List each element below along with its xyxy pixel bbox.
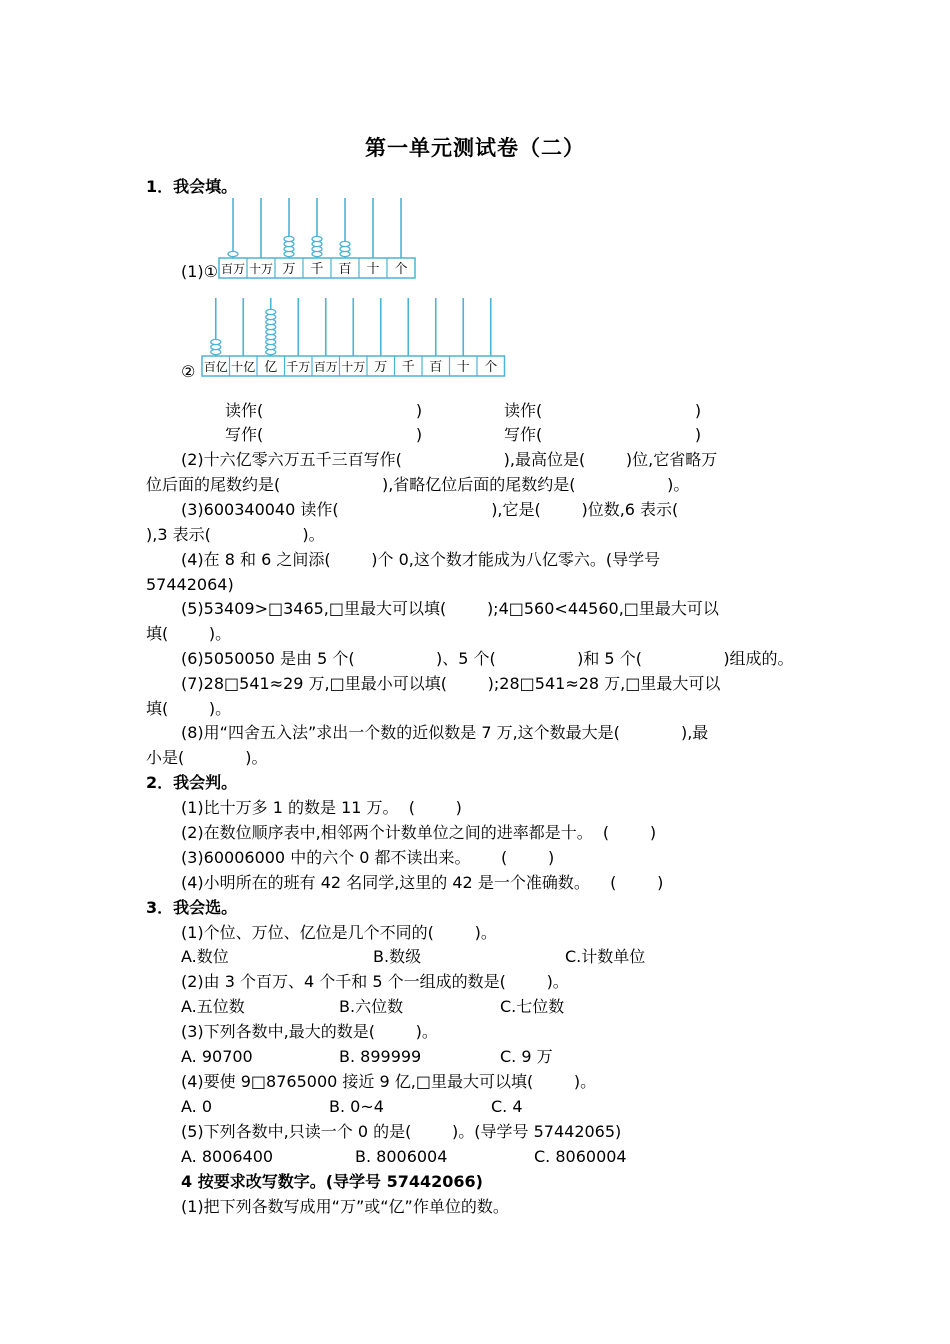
- choose-3: (3)下列各数中,最大的数是( )。: [181, 1022, 438, 1041]
- abacus-place-label: 千: [310, 262, 324, 277]
- choose-5: (5)下列各数中,只读一个 0 的是( )。(导学号 57442065): [181, 1122, 622, 1141]
- choose-2-option-b: B.六位数: [339, 997, 404, 1016]
- abacus-place-label: 万: [282, 262, 296, 277]
- abacus-place-label: 百万: [313, 360, 338, 374]
- choose-5-option-b: B. 8006004: [355, 1147, 448, 1166]
- judge-2: (2)在数位顺序表中,相邻两个计数单位之间的进率都是十。 ( ): [181, 823, 657, 842]
- abacus-bead: [211, 339, 221, 344]
- abacus-place-label: 千万: [286, 360, 311, 374]
- choose-3-option-b: B. 899999: [339, 1047, 422, 1066]
- abacus-bead: [228, 251, 238, 256]
- write-right: 写作( ): [504, 425, 702, 444]
- fill-q5-line2: 填( )。: [146, 624, 232, 643]
- abacus-2: [198, 296, 506, 380]
- choose-4-option-b: B. 0~4: [329, 1097, 384, 1116]
- choose-2-option-c: C.七位数: [500, 997, 565, 1016]
- abacus-place-label: 十亿: [231, 360, 256, 374]
- abacus-place-label: 十: [456, 360, 470, 375]
- fill-q7-line2: 填( )。: [146, 699, 232, 718]
- abacus-bead: [340, 241, 350, 246]
- section-4-heading: 4 按要求改写数字。(导学号 57442066): [181, 1172, 483, 1191]
- read-right: 读作( ): [504, 401, 702, 420]
- choose-2-option-a: A.五位数: [181, 997, 245, 1016]
- abacus-bead: [266, 309, 276, 314]
- fill-q2-line1: (2)十六亿零六万五千三百写作( ),最高位是( )位,它省略万: [181, 450, 718, 469]
- fill-q3-line2: ),3 表示( )。: [146, 525, 325, 544]
- choose-1-option-a: A.数位: [181, 947, 229, 966]
- choose-1: (1)个位、万位、亿位是几个不同的( )。: [181, 923, 497, 942]
- abacus-place-label: 百: [429, 360, 443, 375]
- rewrite-1: (1)把下列各数写成用“万”或“亿”作单位的数。: [181, 1197, 509, 1216]
- read-left: 读作( ): [225, 401, 423, 420]
- page-title: 第一单元测试卷（二）: [365, 135, 585, 160]
- abacus-place-label: 千: [401, 360, 415, 375]
- choose-3-option-a: A. 90700: [181, 1047, 253, 1066]
- fill-q2-line2: 位后面的尾数约是( ),省略亿位后面的尾数约是( )。: [146, 475, 690, 494]
- abacus-bead: [312, 236, 322, 241]
- choose-1-option-b: B.数级: [373, 947, 422, 966]
- judge-4: (4)小明所在的班有 42 名同学,这里的 42 是一个准确数。 ( ): [181, 873, 664, 892]
- abacus-place-label: 十: [366, 262, 380, 277]
- choose-4-option-a: A. 0: [181, 1097, 213, 1116]
- write-left: 写作( ): [225, 425, 423, 444]
- fill-q4-line1: (4)在 8 和 6 之间添( )个 0,这个数才能成为八亿零六。(导学号: [181, 550, 661, 569]
- abacus-place-label: 万: [374, 360, 388, 375]
- abacus-place-label: 百: [338, 262, 352, 277]
- abacus-place-label: 个: [484, 360, 498, 375]
- fill-q3-line1: (3)600340040 读作( ),它是( )位数,6 表示(: [181, 500, 679, 519]
- abacus-place-label: 亿: [264, 360, 278, 375]
- choose-5-option-c: C. 8060004: [534, 1147, 627, 1166]
- choose-4-option-c: C. 4: [491, 1097, 523, 1116]
- fill-q8-line2: 小是( )。: [146, 748, 268, 767]
- judge-1: (1)比十万多 1 的数是 11 万。 ( ): [181, 798, 462, 817]
- abacus-1: [215, 196, 420, 282]
- abacus-1-label: (1)①: [181, 262, 219, 281]
- choose-5-option-a: A. 8006400: [181, 1147, 274, 1166]
- abacus-place-label: 十万: [341, 360, 366, 374]
- choose-2: (2)由 3 个百万、4 个千和 5 个一组成的数是( )。: [181, 972, 569, 991]
- abacus-place-label: 十万: [248, 262, 274, 276]
- fill-q8-line1: (8)用“四舍五入法”求出一个数的近似数是 7 万,这个数最大是( ),最: [181, 723, 709, 742]
- fill-q7-line1: (7)28□541≈29 万,□里最小可以填( );28□541≈28 万,□里最大可以: [181, 674, 721, 693]
- section-2-heading: 2．我会判。: [146, 773, 238, 792]
- abacus-2-label: ②: [181, 362, 196, 381]
- choose-1-option-c: C.计数单位: [565, 947, 646, 966]
- judge-3: (3)60006000 中的六个 0 都不读出来。 ( ): [181, 848, 555, 867]
- abacus-bead: [284, 236, 294, 241]
- fill-q4-line2: 57442064): [146, 575, 234, 594]
- abacus-place-label: 百万: [220, 262, 246, 276]
- abacus-place-label: 个: [394, 262, 408, 277]
- choose-4: (4)要使 9□8765000 接近 9 亿,□里最大可以填( )。: [181, 1072, 597, 1091]
- section-1-heading: 1．我会填。: [146, 177, 238, 196]
- choose-3-option-c: C. 9 万: [500, 1047, 553, 1066]
- abacus-place-label: 百亿: [203, 360, 228, 374]
- fill-q5-line1: (5)53409>□3465,□里最大可以填( );4□560<44560,□里最大可以: [181, 599, 719, 618]
- fill-q6: (6)5050050 是由 5 个( )、5 个( )和 5 个( )组成的。: [181, 649, 794, 668]
- section-3-heading: 3．我会选。: [146, 898, 238, 917]
